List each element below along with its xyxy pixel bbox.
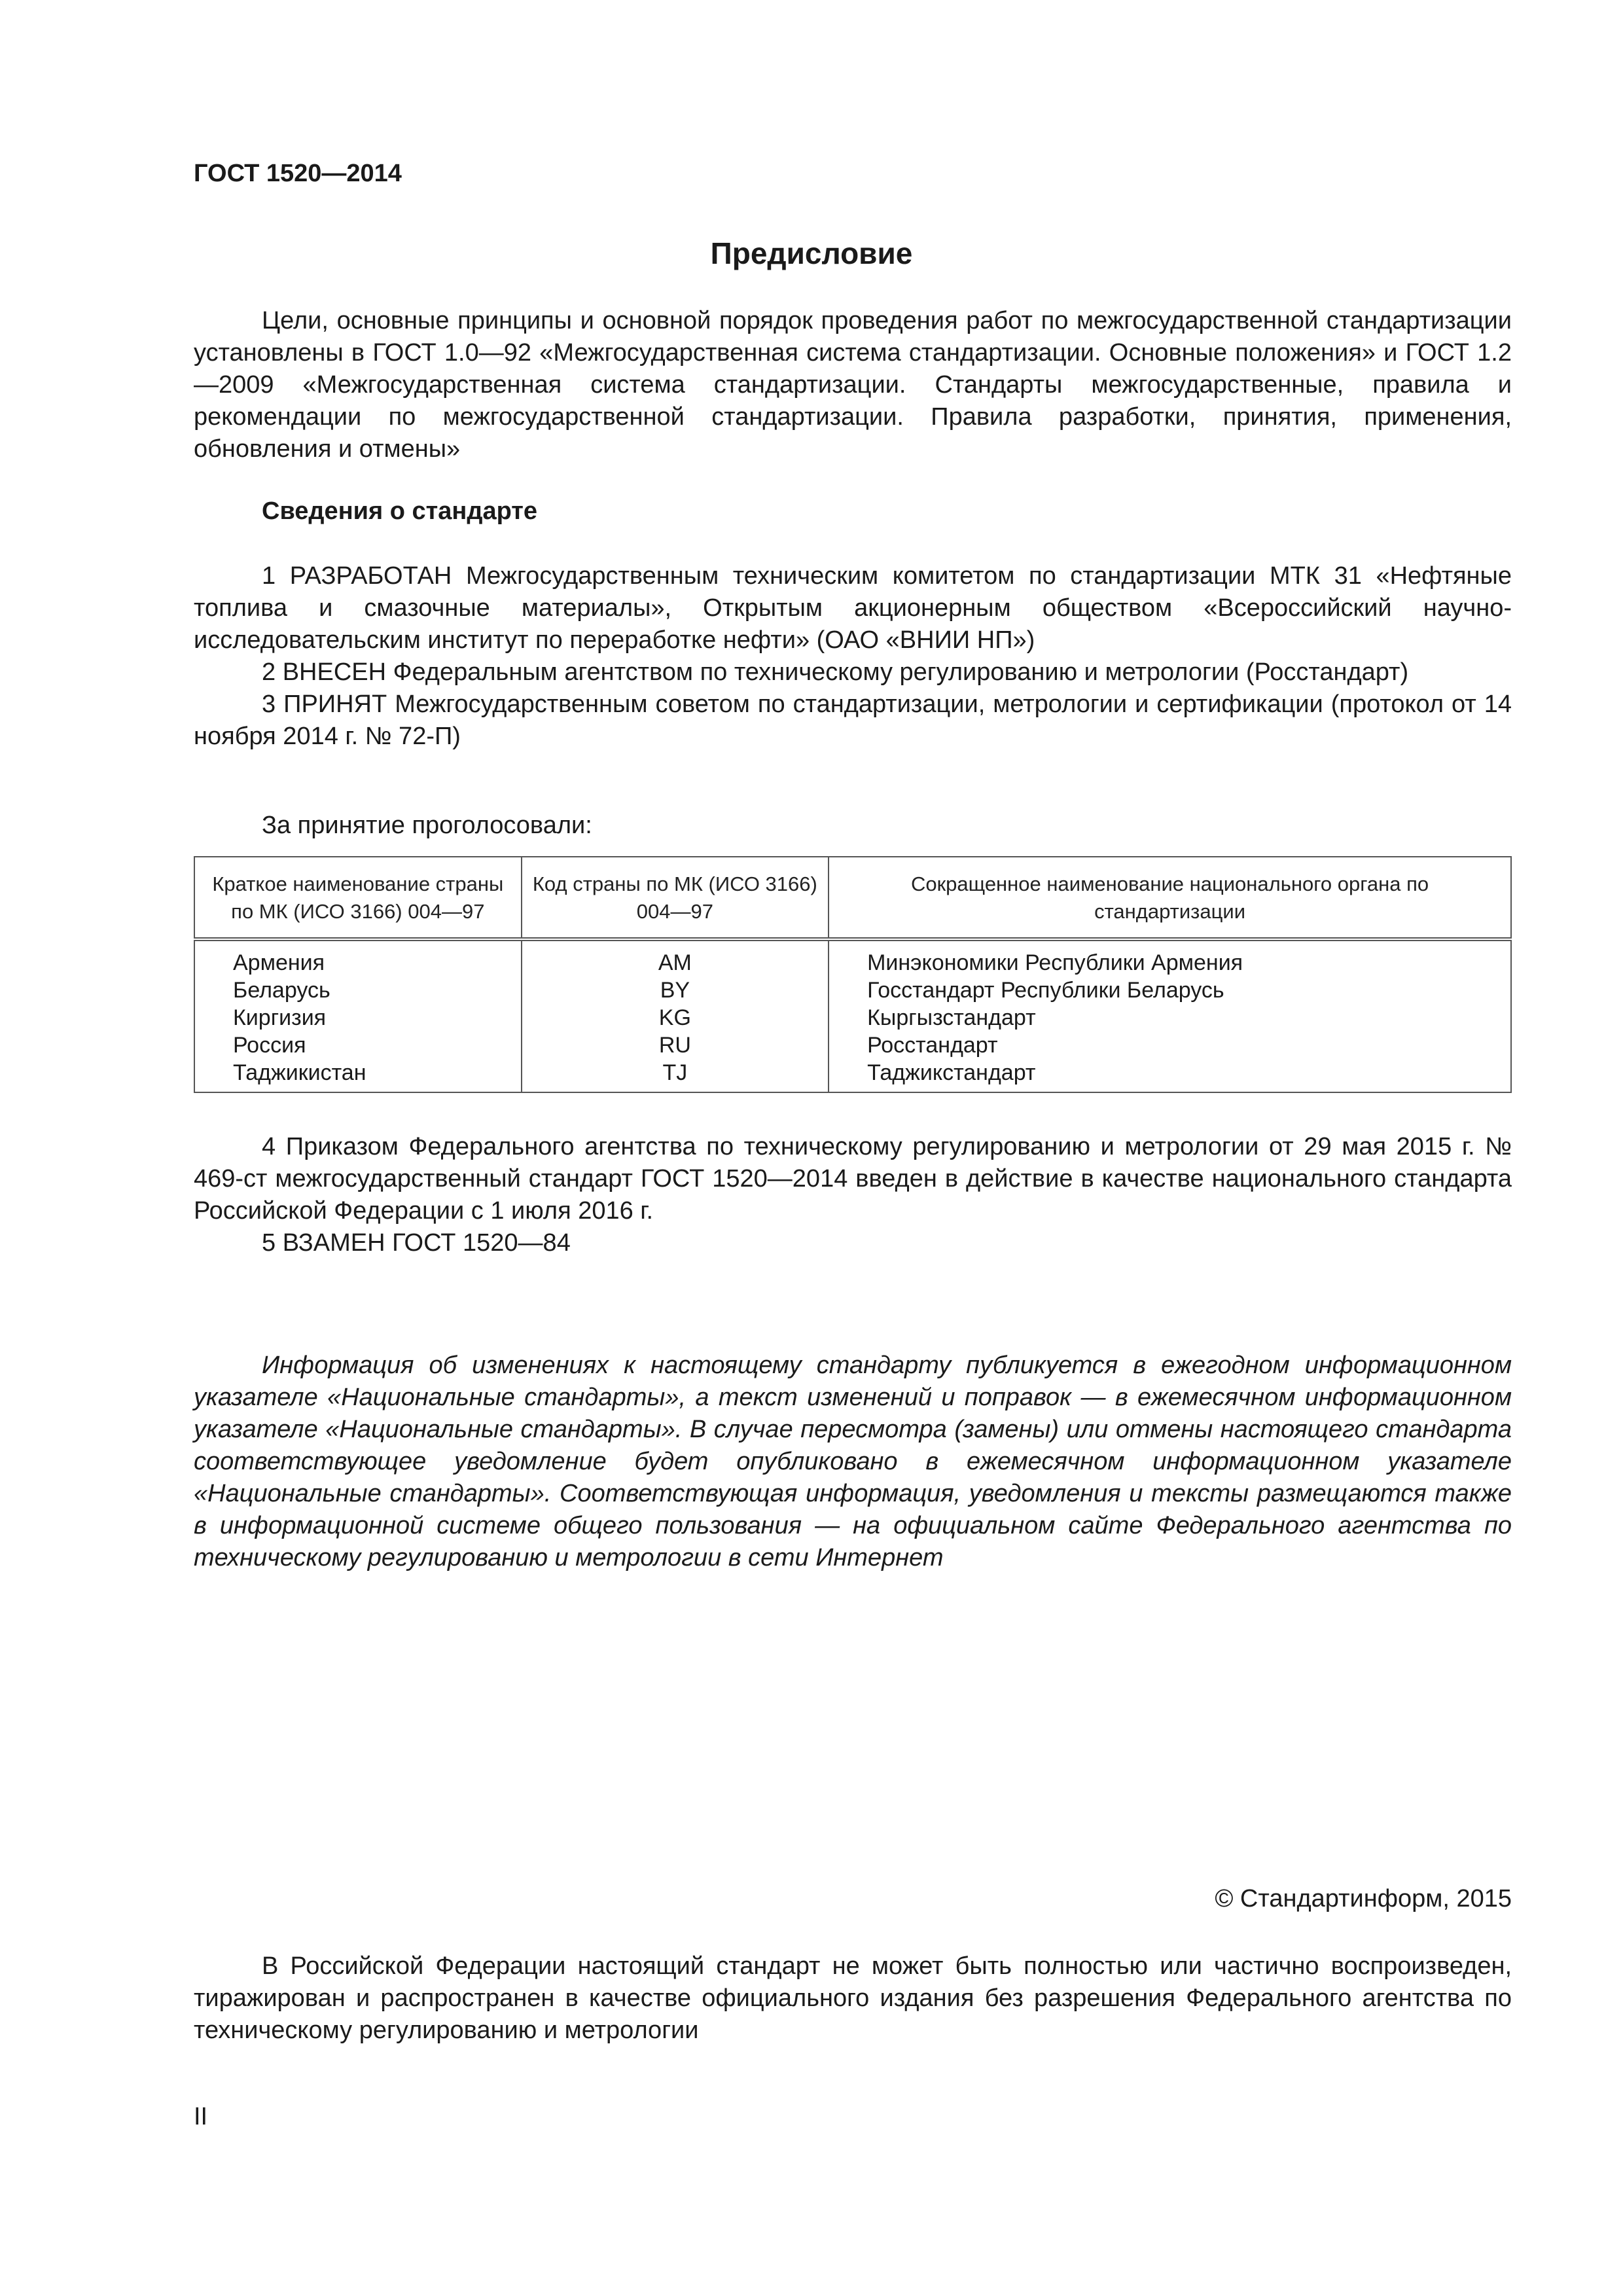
info-item-1: 1 РАЗРАБОТАН Межгосударственным техническим комитетом по стандартизации МТК 31 «Нефтяные топлива и смазочные материалы», Открытым акционерным обществом «Всероссийский научно-исследовательским институт по переработке нефти» (ОАО «ВНИИ НП») — [194, 562, 1512, 654]
preface-title: Предисловие — [710, 236, 913, 270]
standards-body: Таджикстандарт — [829, 1059, 1511, 1092]
header-country-code: Код страны по МК (ИСО 3166) 004—97 — [522, 857, 829, 939]
header-standards-body: Сокращенное наименование национального органа по стандартизации — [829, 857, 1511, 939]
preface-intro — [194, 305, 1512, 465]
country-code: BY — [522, 977, 829, 1004]
country-name: Россия — [194, 1031, 522, 1059]
country-name: Армения — [194, 939, 522, 977]
table-row — [194, 977, 1511, 1004]
page-number: II — [194, 2103, 208, 2130]
vote-label: За принятие проголосовали: — [262, 812, 592, 839]
info-heading: Сведения о стандарте — [262, 497, 538, 525]
reproduction-rights: В Российской Федерации настоящий стандарт не может быть полностью или частично воспроизведен, тиражирован и распространен в качестве официального издания без разрешения Федерального агентства по техническому регулированию и метрологии — [194, 1952, 1512, 2044]
header-country-name: Краткое наименование страны по МК (ИСО 3166) 004—97 — [194, 857, 522, 939]
copyright: © Стандартинформ, 2015 — [1215, 1885, 1512, 1912]
country-code: RU — [522, 1031, 829, 1059]
country-name: Киргизия — [194, 1004, 522, 1031]
voting-table-header-row — [194, 857, 1511, 939]
info-items-block-2 — [194, 1131, 1512, 1259]
table-row — [194, 1004, 1511, 1031]
table-row — [194, 1031, 1511, 1059]
standards-body: Росстандарт — [829, 1031, 1511, 1059]
table-row — [194, 1059, 1511, 1092]
standards-body: Госстандарт Республики Беларусь — [829, 977, 1511, 1004]
country-name: Беларусь — [194, 977, 522, 1004]
document-code: ГОСТ 1520—2014 — [194, 160, 402, 187]
info-item-3: 3 ПРИНЯТ Межгосударственным советом по стандартизации, метрологии и сертификации (протокол от 14 ноября 2014 г. № 72-П) — [194, 691, 1512, 750]
country-code: AM — [522, 939, 829, 977]
changes-notice: Информация об изменениях к настоящему стандарту публикуется в ежегодном информационном указателе «Национальные стандарты», а текст изменений и поправок — в ежемесячном информационном указателе «Национальные стандарты». В случае пересмотра (замены) или отмены настоящего стандарта соответствующее уведомление будет опубликовано в ежемесячном информационном указателе «Национальные стандарты». Соответствующая информация, уведомления и тексты размещаются также в информационной системе общего пользования — на официальном сайте Федерального агентства по техническому регулированию и метрологии в сети Интернет — [194, 1352, 1512, 1571]
country-code: TJ — [522, 1059, 829, 1092]
info-items-block — [194, 560, 1512, 753]
table-row — [194, 939, 1511, 977]
country-code: KG — [522, 1004, 829, 1031]
standards-body: Кыргызстандарт — [829, 1004, 1511, 1031]
preface-intro-text: Цели, основные принципы и основной порядок проведения работ по межгосударственной стандартизации установлены в ГОСТ 1.0—92 «Межгосударственная система стандартизации. Основные положения» и ГОСТ 1.2—2009 «Межгосударственная система стандартизации. Стандарты межгосударственные, правила и рекомендации по межгосударственной стандартизации. Правила разработки, принятия, применения, обновления и отмены» — [194, 307, 1512, 463]
info-item-2: 2 ВНЕСЕН Федеральным агентством по техническому регулированию и метрологии (Росстандарт) — [262, 658, 1409, 686]
standards-body: Минэкономики Республики Армения — [829, 939, 1511, 977]
info-item-4: 4 Приказом Федерального агентства по техническому регулированию и метрологии от 29 мая 2015 г. № 469-ст межгосударственный стандарт ГОСТ 1520—2014 введен в действие в качестве национального стандарта Российской Федерации с 1 июля 2016 г. — [194, 1133, 1512, 1225]
info-item-5: 5 ВЗАМЕН ГОСТ 1520—84 — [262, 1229, 571, 1257]
voting-table — [194, 856, 1512, 1093]
country-name: Таджикистан — [194, 1059, 522, 1092]
